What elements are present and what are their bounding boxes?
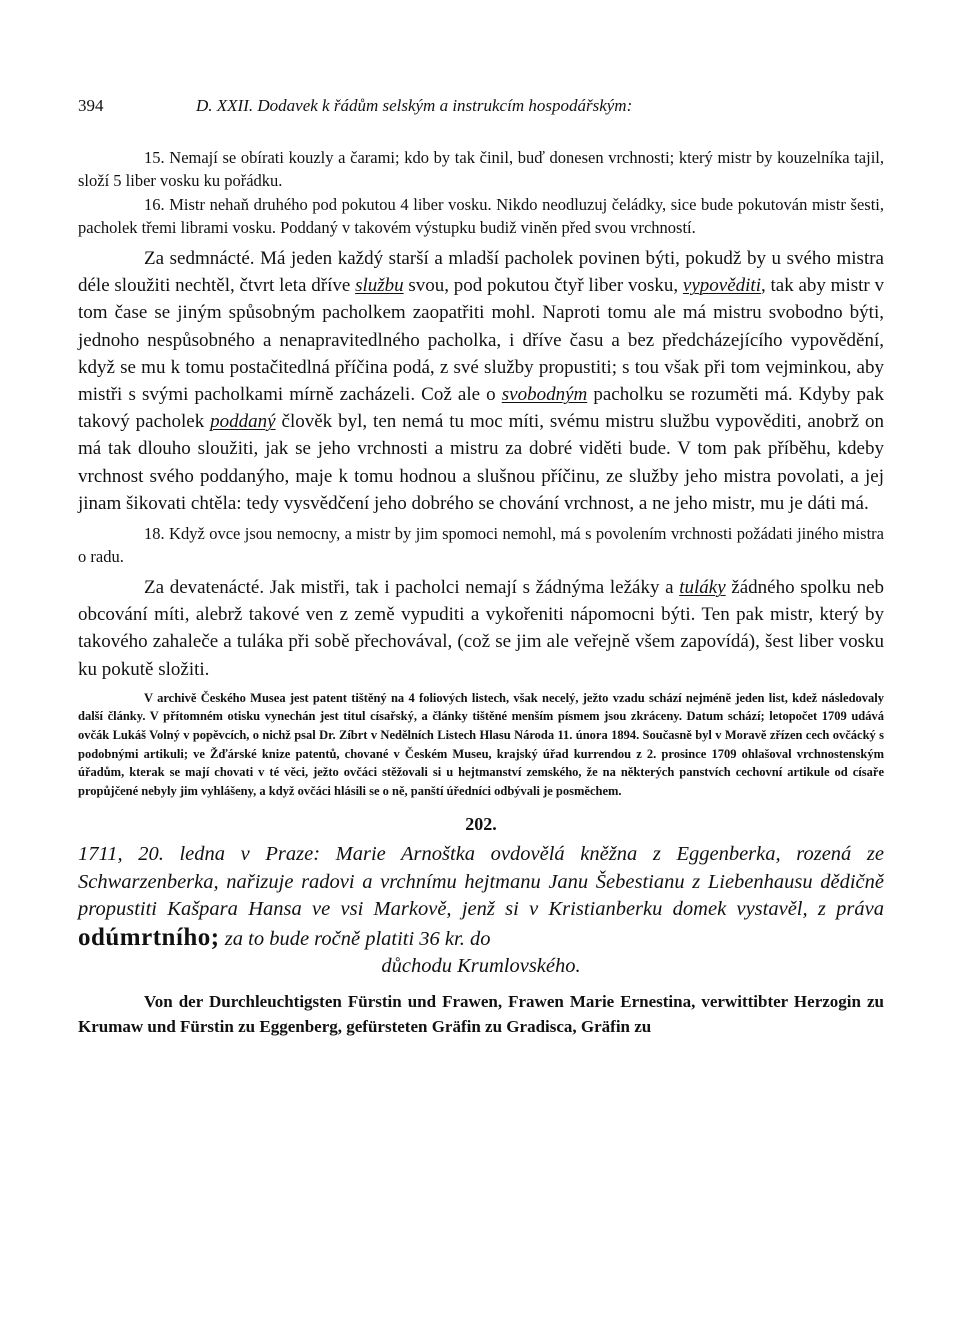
- document-number: 202.: [465, 814, 497, 835]
- running-title: D. XXII. Dodavek k řádům selským a instrukcím hospodářským:: [196, 96, 633, 115]
- article-19: [78, 574, 884, 683]
- article-19-text: žádného spolku neb obcování míti, alebrž takové ven z země vypuditi a vykořeniti nápomocni býti. Ten pak mistr, který by takového zahaleče a tuláka při sobě přechovával, (což se jim ale veřejně všem zapovídá), šest liber vosku ku pokutě složiti.: [78, 577, 884, 680]
- article-16: 16. Mistr nehaň druhého pod pokutou 4 liber vosku. Nikdo neodluzuj čeládky, sice bude pokutován mistr šesti, pacholek třemi librami vosku. Poddaný v takovém výstupku budiž viněn před svou vrchností.: [78, 195, 884, 237]
- regest-bold-term: odúmrtního;: [78, 923, 220, 951]
- article-18: 18. Když ovce jsou nemocny, a mistr by jim spomoci nemohl, má s povolením vrchnosti požádati jiného mistra o radu.: [78, 524, 884, 567]
- regest-text: 1711, 20. ledna v Praze: Marie Arnoštka ovdovělá kněžna z Eggenberka, rozená ze Schwarzenberka, nařizuje radovi a vrchnímu hejtmanu Janu Šebestianu z Liebenhausu dědičně propustiti Kašpara Hansa ve vsi Markově, jenž si v Kristianberku domek vystavěl, z práva: [78, 843, 884, 921]
- german-text: Von der Durchleuchtigsten Fürstin und Frawen, Frawen Marie Ernestina, verwittibter Herzogin zu Krumaw und Fürstin zu Eggenberg, gefürsteten Gräfin zu Gradisca, Gräfin zu: [78, 991, 884, 1036]
- article-17-text: Za sedmnácté. Má jeden každý starší a mladší pacholek povinen býti, pokudž by u svého mistra déle sloužiti nechtěl, čtvrt leta dříve: [78, 248, 884, 297]
- article-19-text: Za devatenácté. Jak mistři, tak i pacholci nemají s žádnýma ležáky a: [144, 577, 680, 599]
- page-number: 394: [78, 96, 104, 115]
- article-17-text: člověk byl, ten nemá tu moc míti, svému mistru službu vypověditi, anobrž on má tak dlouho sloužiti, jak se jeho vrchnosti a mistru za dobré viděti bude. V tom pak příběhu, kdeby vrchnost svého poddanýho, maje k tomu hodnou a slušnou příčinu, ze služby jeho mistra povolati, a jej jinam šikovati chtěla: tedy vysvědčení jeho dobrého se chování vrchnost, a ne jeho mistr, mu je dáti má.: [78, 411, 885, 514]
- article-17-text: svou, pod pokutou čtyř liber vosku,: [403, 275, 683, 297]
- article-17-emphasis: vypověditi: [682, 275, 761, 297]
- article-15: 15. Nemají se obírati kouzly a čarami; kdo by tak činil, buď donesen vrchnosti; který mistr by kouzelníka tajil, složí 5 liber vosku ku pořádku.: [78, 148, 884, 190]
- footnote: V archivě Českého Musea jest patent tištěný na 4 foliových listech, však necelý, ježto vzadu schází nejméně jeden list, kdež následovaly další články. V přítomném otisku vynechán jest titul císařský, a články tištěné menším písmem jsou zkráceny. Datum schází; letopočet 1709 udává ovčák Lukáš Volný v popěvcích, o nichž psal Dr. Zíbrt v Nedělních Listech Hlasu Národa 11. února 1894. Současně byl v Moravě zřízen cech ovčácký s podobnými artikuli; ve Žďárské knize patentů, chované v Českém Museu, krajský úřad kurrendou z 2. prosince 1709 ohlašoval vrchnostenským úřadům, kterak se mají chovati v té věci, ježto ovčáci stěžovali si u hejtmanství zemského, že na některých panstvích cechovní artikule od císaře propůjčené nebyly jim vyhlášeny, a když ovčáci hlásili se o ně, panští úředníci odbývali je posměchem.: [78, 690, 884, 798]
- regest-text: za to bude ročně platiti 36 kr. do: [219, 927, 491, 950]
- article-17-text: , tak aby mistr v tom čase se jiným spůsobným pacholkem zaopatřiti mohl. Naproti tomu ale má mistru svobodno býti, jednoho nespůsobného a nenapravitedlného pacholka, i dříve času a bez předcházejícího vypovědění, když se mu k tomu postačitedlná příčina podá, z své služby propustiti; s tou však při tom vejminkou, aby mistři s svými pacholkami mírně zacházeli. Což ale o: [78, 275, 884, 406]
- article-17-emphasis: svobodným: [501, 384, 588, 406]
- article-17-emphasis: poddaný: [210, 411, 276, 433]
- article-17: [78, 245, 884, 517]
- article-17-text: pacholku se rozuměti má. Kdyby pak takový pacholek: [78, 384, 884, 433]
- article-19-emphasis: tuláky: [679, 577, 726, 599]
- document-page: [78, 96, 884, 1039]
- regest-last-line: důchodu Krumlovského.: [381, 955, 581, 978]
- page-header: [78, 96, 884, 122]
- article-17-emphasis: službu: [355, 275, 404, 297]
- regest: [78, 841, 884, 981]
